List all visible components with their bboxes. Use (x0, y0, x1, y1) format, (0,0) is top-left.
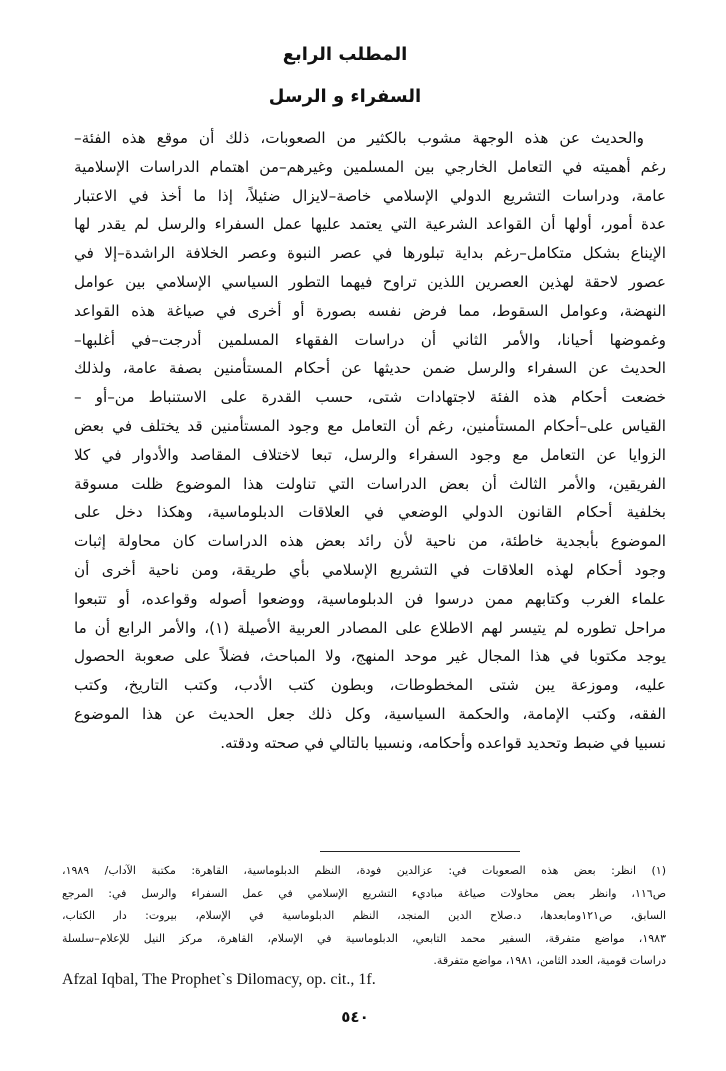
body-line: الموضوع بأبجدية خاطئة، من ناحية لأن رائد بعض هذه الدراسات كان محاولة إثبات (74, 532, 666, 551)
body-line: يوجد مكتوبا في هذا المجال غير موحد المنهج، ولا المباحث، فضلاً على صعوبة الحصول (74, 647, 666, 666)
body-line: خضعت أحكام هذه الفئة لاجتهادات شتى، حسب القدرة على الاستنباط من–أو – (74, 388, 666, 407)
body-line: بخلفية أحكام القانون الدولي الوضعي في العلاقات الدبلوماسية، وهكذا دخل على (74, 503, 666, 522)
body-line: عليه، وموزعة يبن شتى المخطوطات، وبطون كتب الأدب، وكتب التاريخ، وكتب (74, 676, 666, 695)
footnote-line: ص١١٦، وانظر بعض محاولات صياغة مباديء التشريع الإسلامي في عمل السفراء والرسل في: المرجع (62, 886, 666, 900)
body-line: الزوايا عن التعامل مع وجود السفراء والرسل، تبعا لاختلاف المقاصد والأدوار في كلا (74, 445, 666, 464)
body-line: رغم أهميته في التعامل الخارجي بين المسلمين وغيرهم–من اهتمام الدراسات الإسلامية (74, 157, 666, 176)
body-line: الإيناع بشكل متكامل–رغم بداية تبلورها في عصر النبوة وعصر الخلافة الراشدة–إلا في (74, 244, 666, 263)
body-line: النهضة، وعوامل السقوط، مما فرض نفسه بصورة أو أخرى في صياغة هذه القواعد (74, 301, 666, 320)
body-text (74, 124, 666, 758)
body-line: وجود أحكام لهذه العلاقات في التشريع الإسلامي بأي طريقة، ومن ناحية أخرى أن (74, 560, 666, 579)
page-number: ٥٤٠ (341, 1008, 369, 1026)
body-line: عدة أمور، أولها أن القواعد الشرعية التي يعتمد عليها عمل السفراء والرسل لم يقدر لها (74, 215, 666, 234)
body-line: الفريقين، والأمر الثالث أن بعض الدراسات التي تناولت هذا الموضوع ظلت مسوقة (74, 474, 666, 493)
body-line: نسبيا في ضبط وتحديد قواعده وأحكامه، ونسبيا بالتالي في صحته ودقته. (220, 733, 666, 752)
body-line: والحديث عن هذه الوجهة مشوب بالكثير من الصعوبات، ذلك أن موقع هذه الفئة– (74, 129, 644, 147)
body-line: القياس على–أحكام المستأمنين، رغم أن التعامل مع وجود المستأمنين قد يختلف في بعض (74, 416, 666, 435)
footnote-divider (320, 851, 520, 852)
body-line: الحديث عن السفراء والرسل ضمن حديثها عن أحكام المستأمنين بصفة عامة، ولذلك (74, 359, 666, 378)
footnotes (62, 860, 666, 973)
footnote-line: دراسات قومية، العدد الثامن، ١٩٨١، مواضع متفرقة. (433, 954, 666, 967)
body-line: علماء الغرب وكتابهم ممن درسوا فن الدبلوماسية، ووضعوا أصوله وقواعده، أو تتبعوا (74, 589, 666, 608)
section-heading: المطلب الرابع (282, 44, 408, 65)
body-line: وغموضها أحيانا، والأمر الثاني أن دراسات الفقهاء المسلمين أدرجت–في أغلبها– (74, 330, 666, 349)
section-subheading: السفراء و الرسل (268, 86, 422, 107)
footnote-english-reference: Afzal Iqbal, The Prophet`s Dilomacy, op. cit., 1f. (62, 971, 376, 988)
body-line: مراحل تطوره لم يتيسر لهم الاطلاع على المصادر العربية الأصيلة (١)، والأمر الرابع أن ما (74, 618, 666, 637)
body-line: الفقه، وكتب الإمامة، والحكمة السياسية، وكل ذلك جعل الحديث عن هذا الموضوع (74, 704, 666, 723)
body-line: عصور لاحقة لهذين العصرين اللذين تراوح فيهما التطور السياسي الإسلامي بين عوامل (74, 272, 666, 291)
footnote-line: ١٩٨٣، مواضع متفرقة، السفير محمد التابعي، الدبلوماسية في الإسلام، القاهرة، مركز النيل للإعلام–سلسلة (62, 931, 666, 945)
body-line: عامة، ودراسات التشريع الدولي الإسلامي خاصة–لايزال ضئيلاً، إذا ما أخذ في الاعتبار (74, 186, 666, 205)
footnote-line: (١) انظر: بعض هذه الصعوبات في: عزالدين فودة، النظم الدبلوماسية، القاهرة: مكتبة الآداب/ ١٩٨٩، (62, 864, 666, 877)
footnote-line: السابق، ص١٢١ومابعدها، د.صلاح الدين المنجد، النظم الدبلوماسية في الإسلام، بيروت: دار الكتاب، (62, 909, 666, 922)
